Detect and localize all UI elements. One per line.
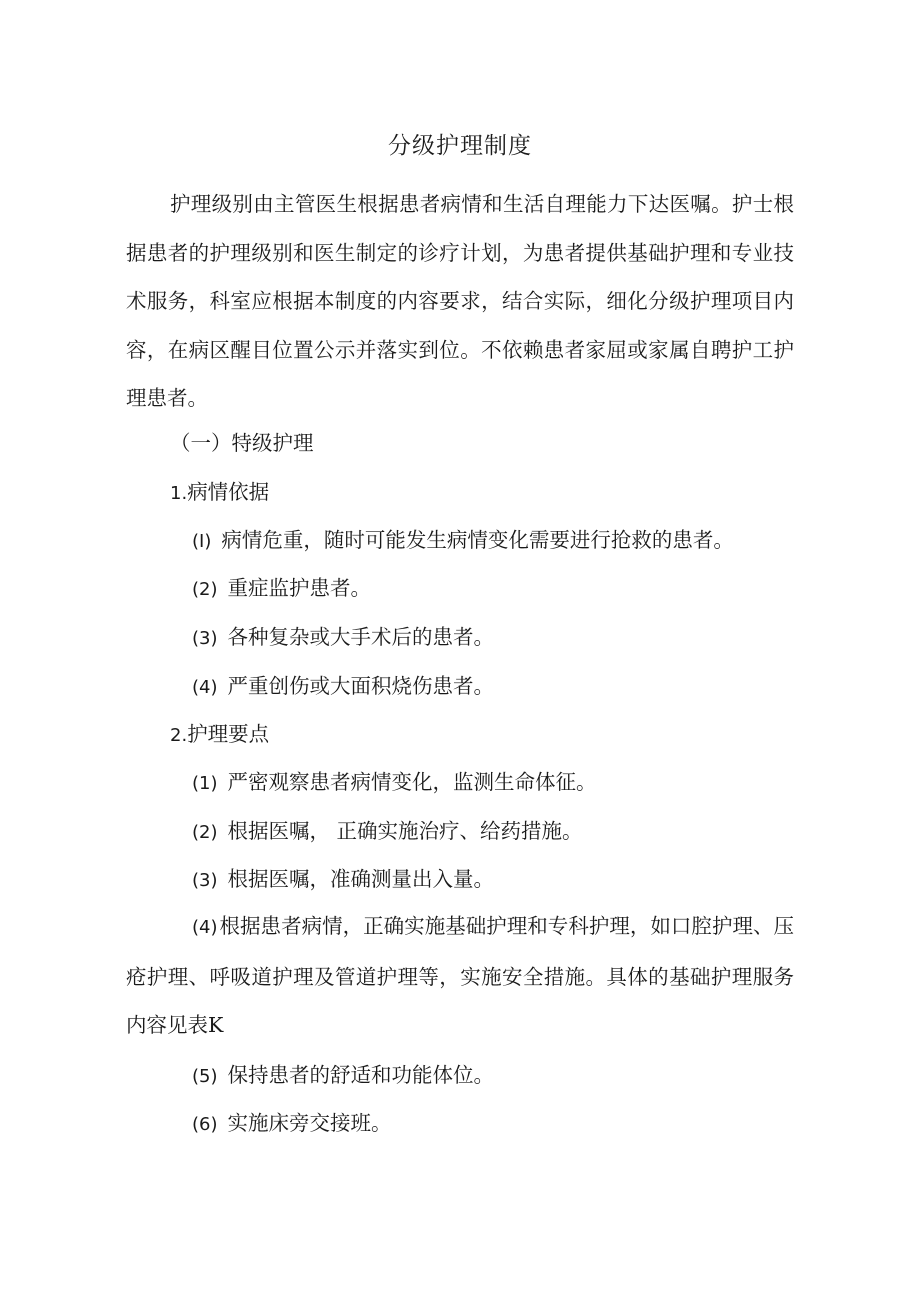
item-text: 根据患者病情，正确实施基础护理和专科护理，如口腔护理、压疮护理、呼吸道护理及管道护理等，实施安全措施。具体的基础护理服务内容见表K: [126, 914, 794, 1037]
intro-paragraph: 护理级别由主管医生根据患者病情和生活自理能力下达医嘱。护士根据患者的护理级别和医生制定的诊疗计划，为患者提供基础护理和专业技术服务，科室应根据本制度的内容要求，结合实际，细化分级护理项目内容，在病区醒目位置公示并落实到位。不依赖患者家屈或家属自聘护工护理患者。: [126, 192, 794, 410]
item-number: (1): [192, 773, 218, 794]
page-title: 分级护理制度: [388, 133, 532, 159]
item-text: 严重创伤或大面积烧伤患者。: [227, 674, 494, 698]
item-text: 病情危重，随时可能发生病情变化需要进行抢救的患者。: [221, 528, 734, 552]
item-number: (3): [192, 870, 218, 891]
subsection-heading-2: [170, 717, 269, 753]
item-text: 重症监护患者。: [227, 576, 371, 600]
item-number: (5): [192, 1066, 218, 1087]
item-text: 各种复杂或大手术后的患者。: [227, 625, 494, 649]
item-text: 实施床旁交接班。: [227, 1111, 392, 1135]
item-number: (3): [192, 628, 218, 649]
subsection-number: 1.: [170, 483, 188, 504]
list-item: [192, 669, 494, 705]
item-number: (4): [192, 677, 218, 698]
item-number: (I): [192, 531, 212, 552]
item-text: 严密观察患者病情变化，监测生命体征。: [227, 770, 597, 794]
list-item-paragraph: [126, 902, 794, 1050]
subsection-heading-1: [170, 475, 269, 511]
list-item: [192, 1106, 392, 1142]
item-text: 根据医嘱， 正确实施治疗、给药措施。: [227, 819, 583, 843]
subsection-label: 护理要点: [187, 722, 270, 746]
subsection-number: 2.: [170, 725, 188, 746]
list-item: [192, 862, 494, 898]
list-item: [192, 814, 583, 850]
item-number: (4): [192, 917, 218, 938]
list-item: [192, 523, 734, 559]
subsection-label: 病情依据: [187, 480, 270, 504]
list-item: [192, 1058, 494, 1094]
item-number: (6): [192, 1114, 218, 1135]
item-number: (2): [192, 579, 218, 600]
list-item: [192, 571, 371, 607]
list-item: [192, 620, 494, 656]
item-number: (2): [192, 822, 218, 843]
list-item: [192, 765, 597, 801]
item-text: 根据医嘱，准确测量出入量。: [227, 867, 494, 891]
section-heading: （一）特级护理: [170, 431, 314, 455]
item-text: 保持患者的舒适和功能体位。: [227, 1063, 494, 1087]
